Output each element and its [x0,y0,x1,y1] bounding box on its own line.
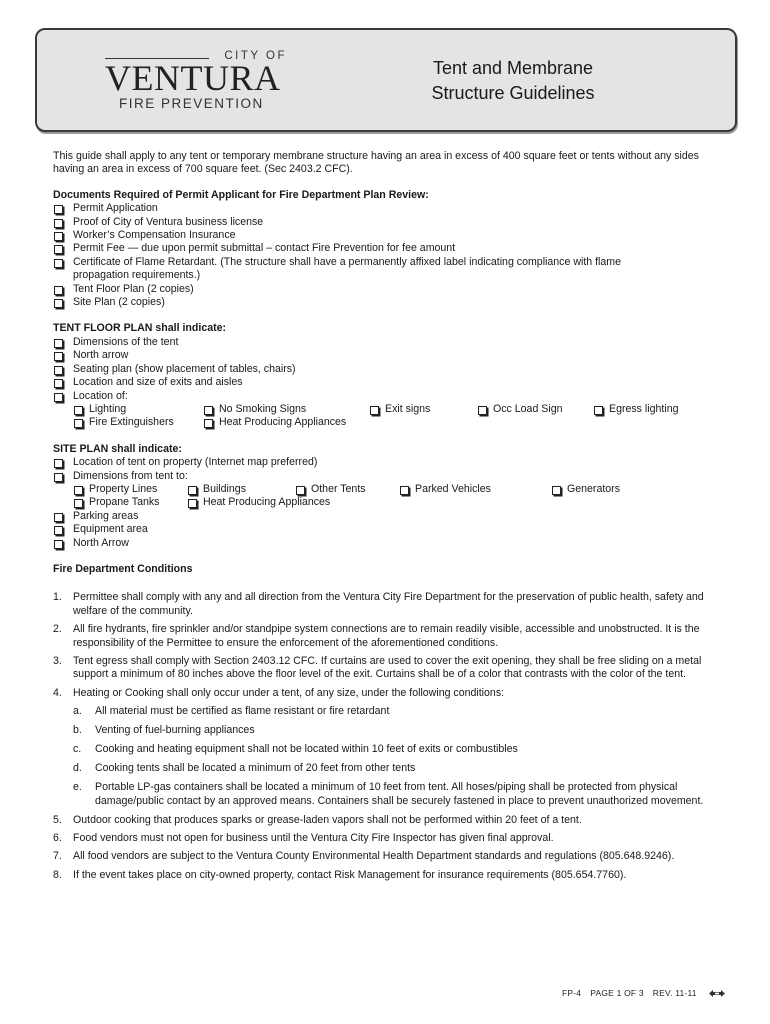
checklist-option: Buildings [187,483,295,496]
condition-item [53,850,713,863]
checklist-option: Lighting [73,403,203,416]
title-line-1: Tent and Membrane [432,58,594,78]
logo-fire-prevention-text: FIRE PREVENTION [119,96,264,111]
revision-date: REV. 11-11 [652,988,697,998]
item-number: 4. [53,686,62,699]
checklist-option: Generators [551,483,620,496]
item-number: 8. [53,868,62,881]
site-plan-checklist [53,456,713,550]
item-number: 1. [53,591,62,604]
item-text: All material must be certified as flame resistant or fire retardant [95,705,390,718]
checklist-item: North arrow [53,349,713,362]
checklist-option: Other Tents [295,483,399,496]
condition-item [53,814,713,827]
checklist-item: Parking areas [53,510,713,523]
item-number: 2. [53,623,62,636]
item-text: If the event takes place on city-owned property, contact Risk Management for insurance requirements (805.654.7760). [73,868,627,881]
item-text: Permittee shall comply with any and all direction from the Ventura City Fire Department for the preservation of public health, safety and welfare of the community. [73,591,704,617]
item-letter: a. [73,705,82,718]
checklist-option: Occ Load Sign [477,403,593,416]
item-text: Food vendors must not open for business until the Ventura City Fire Inspector has given final approval. [73,832,554,845]
condition-sub-item [53,781,713,808]
checklist-option: Egress lighting [593,403,679,416]
logo-city-text: CITY OF [224,50,287,62]
documents-checklist [53,202,713,309]
document-body [53,150,713,887]
item-number: 3. [53,655,62,667]
location-options-row-1 [53,403,713,416]
item-text: Heating or Cooking shall only occur under a tent, of any size, under the following conditions: [73,686,505,699]
conditions-section-title: Fire Department Conditions [53,562,193,575]
condition-item [53,623,713,650]
condition-sub-item [53,762,713,775]
floor-plan-checklist [53,336,713,430]
page-footer [562,988,726,998]
checklist-item: Seating plan (show placement of tables, chairs) [53,363,713,376]
item-text: Portable LP-gas containers shall be located a minimum of 10 feet from tent. All hoses/piping shall be protected from physical damage/public contact by an approved means. Containers shall be securely fastened in place to prevent unauthorized movement. [95,781,704,807]
location-options-row-2 [53,416,713,429]
checklist-item: Worker’s Compensation Insurance [53,229,713,242]
checklist-option: No Smoking Signs [203,403,369,416]
item-text: All food vendors are subject to the Ventura County Environmental Health Department standards and regulations (805.648.9246). [73,850,675,863]
header-banner [35,28,737,132]
checklist-item: Permit Application [53,202,713,215]
item-number: 6. [53,832,62,845]
city-of-ventura-logo [105,50,291,112]
title-line-2: Structure Guidelines [431,83,595,103]
checklist-item: Dimensions from tent to: [53,470,713,483]
checklist-item: Location of: [53,390,713,403]
checklist-item: Dimensions of the tent [53,336,713,349]
item-text: Outdoor cooking that produces sparks or grease-laden vapors shall not be performed within 20 feet of a tent. [73,813,582,826]
checklist-item: Tent Floor Plan (2 copies) [53,283,713,296]
checklist-item: Site Plan (2 copies) [53,296,713,309]
item-text: Cooking and heating equipment shall not be located within 10 feet of exits or combustibles [95,743,518,756]
conditions-list [53,591,713,882]
checklist-item: Equipment area [53,523,713,536]
site-plan-section-title: SITE PLAN shall indicate: [53,442,182,455]
item-text: All fire hydrants, fire sprinkler and/or standpipe system connections are to remain readily visible, accessible and unobstructed. It is the responsibility of the Permittee to ensure the enforcement of the aforementioned conditions. [73,623,700,649]
item-letter: d. [73,762,82,775]
condition-item [53,869,713,882]
checklist-option: Parked Vehicles [399,483,551,496]
condition-item [53,687,713,700]
item-letter: e. [73,781,82,794]
condition-sub-item [53,743,713,756]
documents-section-title: Documents Required of Permit Applicant for Fire Department Plan Review: [53,188,429,201]
item-text: Venting of fuel-burning appliances [95,724,255,737]
checklist-item: Permit Fee — due upon permit submittal – contact Fire Prevention for fee amount [53,242,713,255]
checklist-option: Heat Producing Appliances [187,496,330,509]
checklist-option: Fire Extinguishers [73,416,203,429]
item-letter: c. [73,743,82,756]
form-number: FP-4 [562,988,582,998]
condition-item [53,591,713,618]
checklist-item: Location of tent on property (Internet map preferred) [53,456,713,469]
checklist-item: Certificate of Flame Retardant. (The structure shall have a permanently affixed label indicating compliance with flame [53,256,713,269]
checklist-item-continuation: propagation requirements.) [73,269,201,282]
checklist-item: North Arrow [53,537,713,550]
condition-item [53,655,713,682]
condition-item [53,832,713,845]
checklist-option: Propane Tanks [73,496,187,509]
condition-sub-item [53,705,713,718]
checklist-option: Exit signs [369,403,477,416]
intro-paragraph: This guide shall apply to any tent or temporary membrane structure having an area in excess of 400 square feet or tents without any sides having an area in excess of 700 square feet. (Sec 2403.2 CFC). [53,150,699,176]
recycle-icon [708,989,726,998]
item-number: 5. [53,813,62,826]
checklist-item: Proof of City of Ventura business license [53,216,713,229]
checklist-option: Heat Producing Appliances [203,416,346,429]
logo-ventura-text: VENTURA [105,58,281,98]
document-title [399,56,627,106]
item-number: 7. [53,850,62,863]
page-indicator: PAGE 1 OF 3 [590,988,644,998]
checklist-item: Location and size of exits and aisles [53,376,713,389]
floor-plan-section-title: TENT FLOOR PLAN shall indicate: [53,322,227,335]
item-text: Tent egress shall comply with Section 2403.12 CFC. If curtains are used to cover the exit opening, they shall be free sliding on a metal support a minimum of 80 inches above the floor level of the exit. Curtains shall be of a color that contrasts with the color of the tent. [73,655,702,681]
dimension-options-row-2 [53,496,713,509]
item-text: Cooking tents shall be located a minimum of 20 feet from other tents [95,762,416,775]
item-letter: b. [73,724,82,737]
dimension-options-row-1 [53,483,713,496]
checklist-option: Property Lines [73,483,187,496]
condition-sub-item [53,724,713,737]
